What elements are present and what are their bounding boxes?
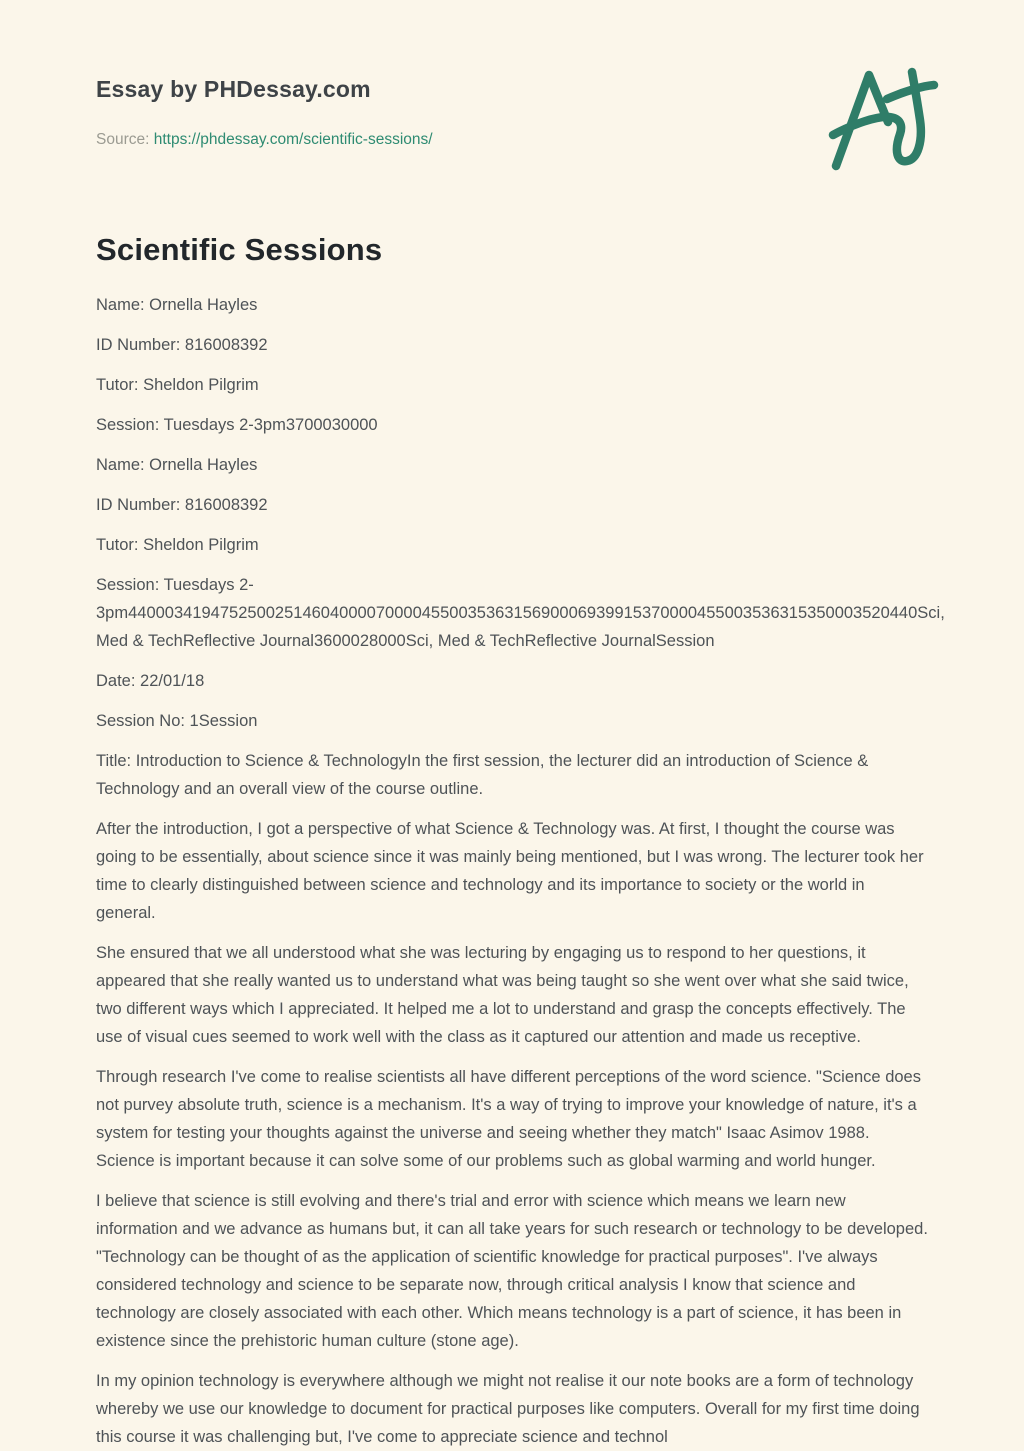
content-column xyxy=(96,0,945,1451)
logo-plus-bar-stroke xyxy=(887,85,934,99)
page-header-title: Essay by PHDessay.com xyxy=(96,76,371,102)
essay-paragraph: Title: Introduction to Science & TechnologyIn the first session, the lecturer did an introduction of Science & Technology and an overall view of the course outline. xyxy=(96,752,869,798)
meta-line-name-1: Name: Ornella Hayles xyxy=(96,296,258,314)
phdessay-a-plus-logo-icon xyxy=(832,68,952,180)
meta-line-id-1: ID Number: 816008392 xyxy=(96,336,268,354)
meta-line-date: Date: 22/01/18 xyxy=(96,672,205,690)
meta-line-session-no: Session No: 1Session xyxy=(96,712,258,730)
essay-body xyxy=(96,747,928,1451)
meta-line-id-2: ID Number: 816008392 xyxy=(96,496,268,514)
meta-line-session-1: Session: Tuesdays 2-3pm3700030000 xyxy=(96,416,378,434)
source-line xyxy=(96,130,928,149)
essay-paragraph: After the introduction, I got a perspective of what Science & Technology was. At first, I thought the course was going to be essentially, about science since it was mainly being mentioned, but I was wrong. The lecturer took her time to clearly distinguished between science and technology and its importance to society or the world in general. xyxy=(96,820,924,922)
essay-paragraph: She ensured that we all understood what she was lecturing by engaging us to respond to her questions, it appeared that she really wanted us to understand what was being taught so she went over what she said twice, two different ways which I appreciated. It helped me a lot to understand and grasp the concepts effectively. The use of visual cues seemed to work well with the class as it captured our attention and made us receptive. xyxy=(96,944,909,1046)
essay-title: Scientific Sessions xyxy=(96,232,383,267)
essay-paragraph: I believe that science is still evolving and there's trial and error with science which means we learn new information and we advance as humans but, it can all take years for such research or technology to be developed. "Technology can be thought of as the application of scientific knowledge for practical purposes". I've always considered technology and science to be separate now, through critical analysis I know that science and technology are closely associated with each other. Which means technology is a part of science, it has been in existence since the prehistoric human culture (stone age). xyxy=(96,1192,928,1350)
meta-line-name-2: Name: Ornella Hayles xyxy=(96,456,258,474)
meta-line-session-2: Session: Tuesdays 2-3pm44000341947525002514604000070000455003536315690006939915370000455003536315350003520440Sci, Med & TechReflective Journal3600028000Sci, Med & TechReflective JournalSession xyxy=(96,576,945,650)
meta-line-tutor-1: Tutor: Sheldon Pilgrim xyxy=(96,376,259,394)
meta-line-tutor-2: Tutor: Sheldon Pilgrim xyxy=(96,536,259,554)
essay-paragraph: Through research I've come to realise scientists all have different perceptions of the word science. "Science does not purvey absolute truth, science is a mechanism. It's a way of trying to improve your knowledge of nature, it's a system for testing your thoughts against the universe and seeing whether they match" Isaac Asimov 1988. Science is important because it can solve some of our problems such as global warming and world hunger. xyxy=(96,1068,921,1170)
source-link[interactable]: https://phdessay.com/scientific-sessions/ xyxy=(153,131,433,148)
essay-paragraph: In my opinion technology is everywhere although we might not realise it our note books are a form of technology whereby we use our knowledge to document for practical purposes like computers. Overall for my first time doing this course it was challenging but, I've come to appreciate science and technol xyxy=(96,1372,920,1446)
essay-meta-block xyxy=(96,291,945,735)
source-label: Source: xyxy=(96,131,150,148)
